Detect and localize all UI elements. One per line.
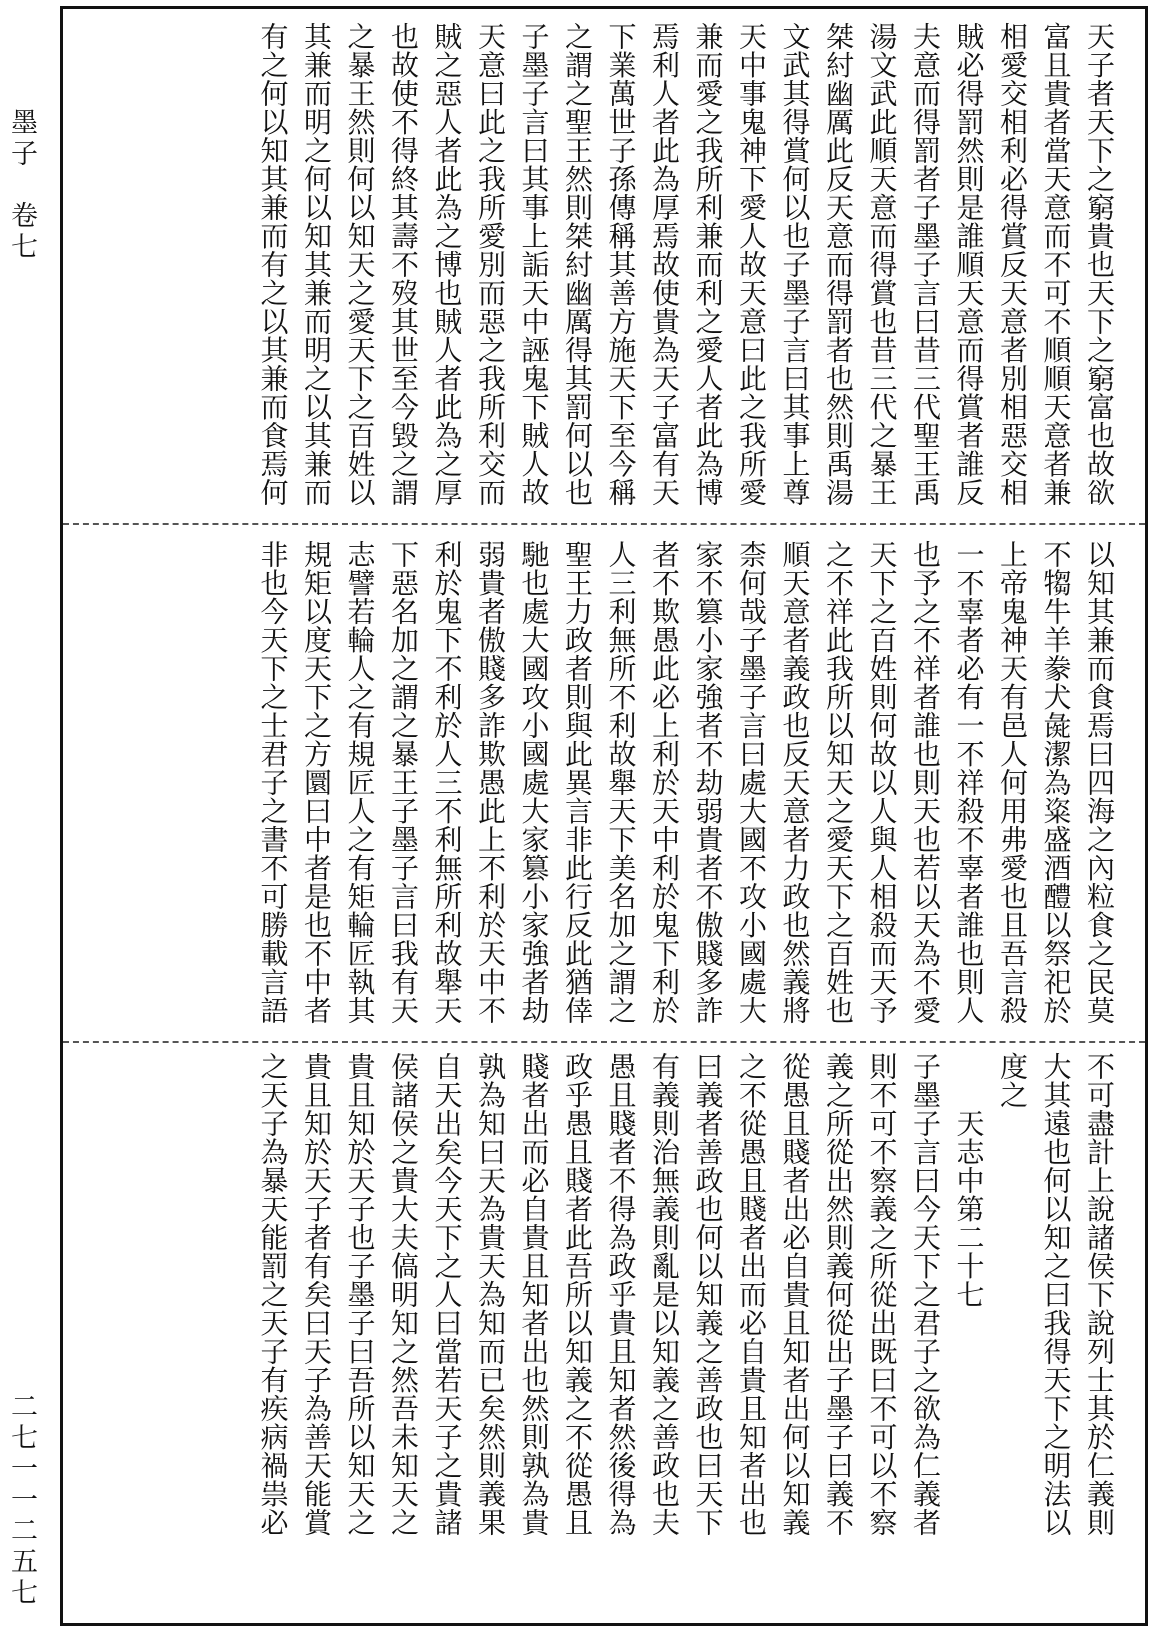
- text-column: 賊之惡人者此為之博也賊人者此為之厚: [430, 22, 464, 507]
- text-column: 自天出矣今天下之人曰當若天子之貴諸: [430, 1052, 464, 1537]
- text-column: 政乎愚且賤者此吾所以知義之不從愚且: [561, 1052, 594, 1537]
- text-column: 孰為知曰天為貴天為知而已矣然則義果: [474, 1052, 507, 1537]
- text-column: 愚且賤者不得為政乎貴且知者然後得為: [604, 1052, 638, 1537]
- text-column: 聖王力政者則與此異言非此行反此猶倖: [561, 540, 594, 1025]
- text-column: 焉利人者此為厚焉故使貴為天子富有天: [648, 22, 681, 507]
- text-column: 也予之不祥者誰也則天也若以天為不愛: [909, 540, 942, 1025]
- text-column: 則不可不察義之所從出既曰不可以不察: [865, 1052, 899, 1537]
- text-section-middle: [75, 540, 1133, 1038]
- chapter-heading: 天志中第二十七: [952, 1052, 986, 1309]
- text-column: 馳也處大國攻小國處大家篡小家強者劫: [517, 540, 551, 1025]
- text-column: 兼而愛之我所利兼而利之愛人者此為博: [691, 22, 725, 507]
- text-column: 者不欺愚此必上利於天中利於鬼下利於: [648, 540, 681, 1025]
- text-column: 不可盡計上說諸侯下說列士其於仁義則: [1083, 1052, 1116, 1537]
- text-column: 大其遠也何以知之曰我得天下之明法以: [1039, 1052, 1073, 1537]
- text-column: 桀紂幽厲此反天意而得罰者也然則禹湯: [822, 22, 855, 507]
- text-column: 子墨子言曰其事上詬天中誣鬼下賊人故: [517, 22, 551, 507]
- text-column: 相愛交相利必得賞反天意者別相惡交相: [996, 22, 1029, 507]
- text-column: 之謂之聖王然則桀紂幽厲得其罰何以也: [561, 22, 594, 507]
- text-section-upper: [75, 22, 1133, 518]
- text-column: 子墨子言曰今天下之君子之欲為仁義者: [909, 1052, 942, 1537]
- section-divider: [63, 1041, 1145, 1043]
- text-column: 非也今天下之士君子之書不可勝載言語: [256, 540, 290, 1025]
- book-title: 墨子 卷七: [6, 108, 37, 263]
- text-column: 有義則治無義則亂是以知義之善政也夫: [648, 1052, 681, 1537]
- text-column: 之天子為暴天能罰之天子有疾病禍祟必: [256, 1052, 290, 1537]
- text-column: 下業萬世子孫傳稱其善方施天下至今稱: [604, 22, 638, 507]
- text-column: 富且貴者當天意而不可不順順天意者兼: [1039, 22, 1073, 507]
- text-column: 不犓牛羊豢犬彘潔為粢盛酒醴以祭祀於: [1039, 540, 1073, 1025]
- text-column: 天子者天下之窮貴也天下之窮富也故欲: [1083, 22, 1116, 507]
- text-column: 下惡名加之謂之暴王子墨子言曰我有天: [387, 540, 420, 1025]
- text-column: 之不祥此我所以知天之愛天下之百姓也: [822, 540, 855, 1025]
- text-column: 規矩以度天下之方圜曰中者是也不中者: [300, 540, 333, 1025]
- text-column: 之不從愚且賤者出而必自貴且知者出也: [735, 1052, 768, 1537]
- text-column: 貴且知於天子者有矣曰天子為善天能賞: [300, 1052, 333, 1537]
- text-column: 弱貴者傲賤多詐欺愚此上不利於天中不: [474, 540, 507, 1025]
- text-column: 度之: [996, 1052, 1029, 1109]
- text-column: 利於鬼下不利於人三不利無所利故舉天: [430, 540, 464, 1025]
- text-column: 賊必得罰然則是誰順天意而得賞者誰反: [952, 22, 986, 507]
- text-column: 文武其得賞何以也子墨子言曰其事上尊: [778, 22, 812, 507]
- text-column: 家不篡小家強者不劫弱貴者不傲賤多詐: [691, 540, 725, 1025]
- text-column: 湯文武此順天意而得賞也昔三代之暴王: [865, 22, 899, 507]
- text-column: 賤者出而必自貴且知者出也然則孰為貴: [517, 1052, 551, 1537]
- text-column: 一不辜者必有一不祥殺不辜者誰也則人: [952, 540, 986, 1025]
- page-number: 二七一一二五七: [6, 1392, 37, 1609]
- text-column: 志譬若輪人之有規匠人之有矩輪匠執其: [343, 540, 377, 1025]
- text-column: 天中事鬼神下愛人故天意曰此之我所愛: [735, 22, 768, 507]
- text-column: 人三利無所不利故舉天下美名加之謂之: [604, 540, 638, 1025]
- text-column: 其兼而明之何以知其兼而明之以其兼而: [300, 22, 333, 507]
- text-column: 有之何以知其兼而有之以其兼而食焉何: [256, 22, 290, 507]
- text-column: 夫意而得罰者子墨子言曰昔三代聖王禹: [909, 22, 942, 507]
- text-column: 天下之百姓則何故以人與人相殺而天予: [865, 540, 899, 1025]
- text-column: 之暴王然則何以知天之愛天下之百姓以: [343, 22, 377, 507]
- text-column: 順天意者義政也反天意者力政也然義將: [778, 540, 812, 1025]
- text-column: 義之所從出然則義何從出子墨子曰義不: [822, 1052, 855, 1537]
- text-column: 也故使不得終其壽不歿其世至今毀之謂: [387, 22, 420, 507]
- text-column: 侯諸侯之貴大夫傐明知之然吾未知天之: [387, 1052, 420, 1537]
- text-column: 貴且知於天子也子墨子曰吾所以知天之: [343, 1052, 377, 1537]
- text-column: 從愚且賤者出必自貴且知者出何以知義: [778, 1052, 812, 1537]
- text-column: 以知其兼而食焉曰四海之內粒食之民莫: [1083, 540, 1116, 1025]
- text-section-lower: [75, 1052, 1133, 1608]
- text-column: 天意曰此之我所愛別而惡之我所利交而: [474, 22, 507, 507]
- text-column: 上帝鬼神天有邑人何用弗愛也且吾言殺: [996, 540, 1029, 1025]
- section-divider: [63, 523, 1145, 525]
- text-column: 曰義者善政也何以知義之善政也曰天下: [691, 1052, 725, 1537]
- text-column: 柰何哉子墨子言曰處大國不攻小國處大: [735, 540, 768, 1025]
